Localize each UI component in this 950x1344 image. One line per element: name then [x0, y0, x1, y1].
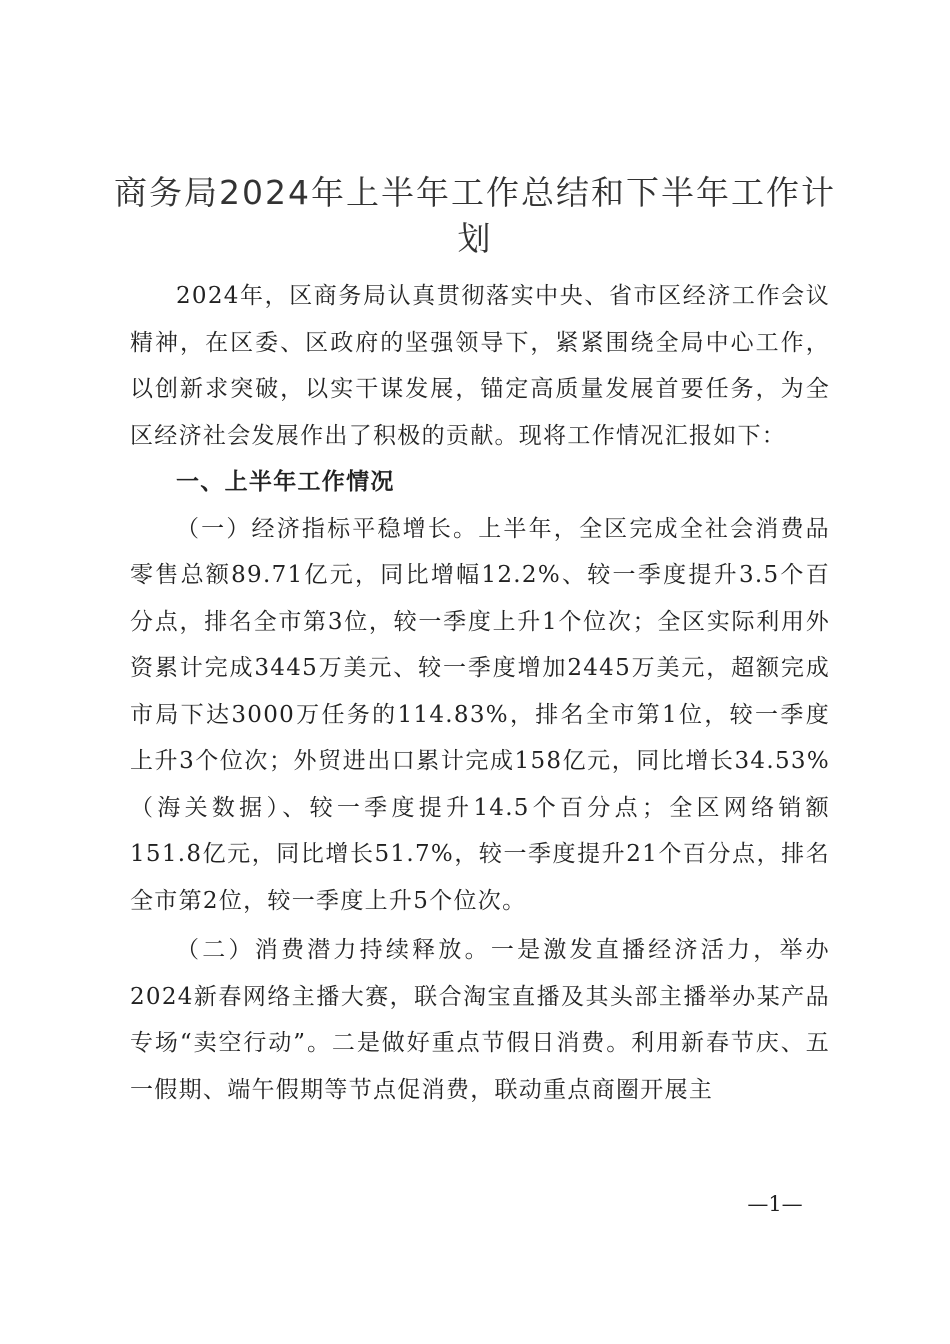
subsection-lead-consumption-potential: （二）消费潜力持续释放。: [176, 937, 491, 963]
section-heading-first-half: 一、上半年工作情况: [176, 469, 395, 495]
subsection-consumption-potential: [130, 927, 830, 1113]
document-title: 商务局2024年上半年工作总结和下半年工作计划: [114, 173, 836, 258]
intro-paragraph: 2024年，区商务局认真贯彻落实中央、省市区经济工作会议精神，在区委、区政府的坚强领导下，紧紧围绕全局中心工作，以创新求突破，以实干谋发展，锚定高质量发展首要任务，为全区经济社会发展作出了积极的贡献。现将工作情况汇报如下：: [130, 283, 830, 449]
subsection-lead-economic-indicators: （一）经济指标平稳增长。: [176, 515, 479, 542]
document-body: [130, 273, 830, 1113]
page-number: —1—: [747, 1192, 803, 1216]
subsection-text-consumption-potential: 一是激发直播经济活力，举办2024新春网络主播大赛，联合淘宝直播及其头部主播举办某产品专场“卖空行动”。二是做好重点节假日消费。利用新春节庆、五一假期、端午假期等节点促消费，联动重点商圈开展主: [130, 937, 830, 1103]
subsection-text-economic-indicators: 上半年，全区完成全社会消费品零售总额89.71亿元，同比增幅12.2%、较一季度提升3.5个百分点，排名全市第3位，较一季度上升1个位次；全区实际利用外资累计完成3445万美元、较一季度增加2445万美元，超额完成市局下达3000万任务的114.83%，排名全市第1位，较一季度上升3个位次；外贸进出口累计完成158亿元，同比增长34.53%（海关数据）、较一季度提升14.5个百分点；全区网络销额151.8亿元，同比增长51.7%，较一季度提升21个百分点，排名全市第2位，较一季度上升5个位次。: [130, 515, 830, 914]
subsection-economic-indicators: [130, 506, 830, 925]
